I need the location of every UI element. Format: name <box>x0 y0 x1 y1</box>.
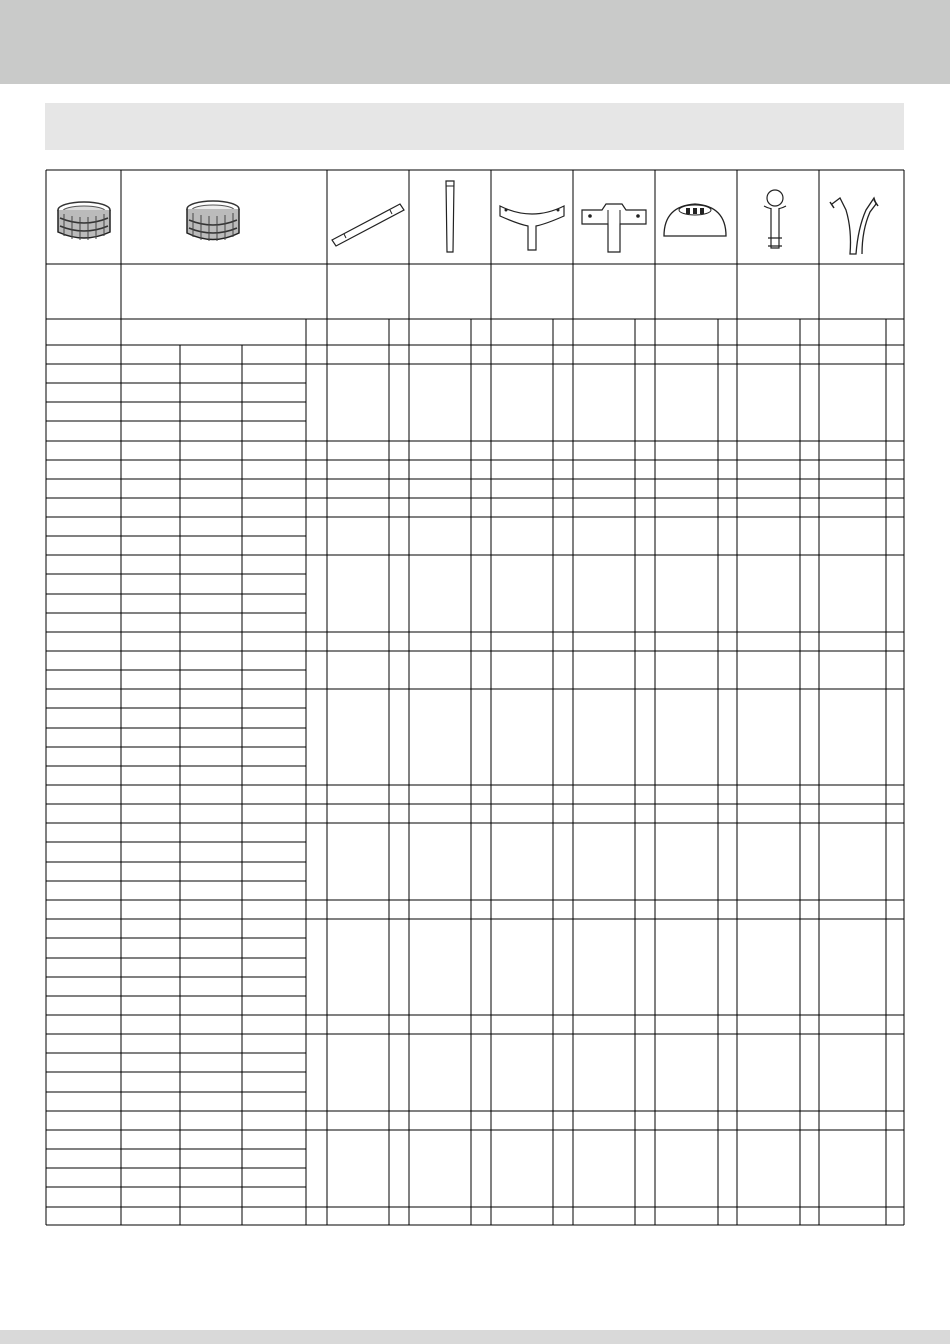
t-joint-icon <box>496 196 568 254</box>
table-grid-lines <box>46 170 904 1225</box>
leg-icon <box>440 178 460 256</box>
t-joint-icon <box>578 198 650 256</box>
beam-icon <box>328 198 408 248</box>
clip-icon <box>826 190 882 258</box>
pin-icon <box>758 186 792 256</box>
pool-frame-icon <box>183 196 243 246</box>
dome-cap-icon <box>660 198 730 242</box>
pool-frame-icon <box>54 196 114 244</box>
